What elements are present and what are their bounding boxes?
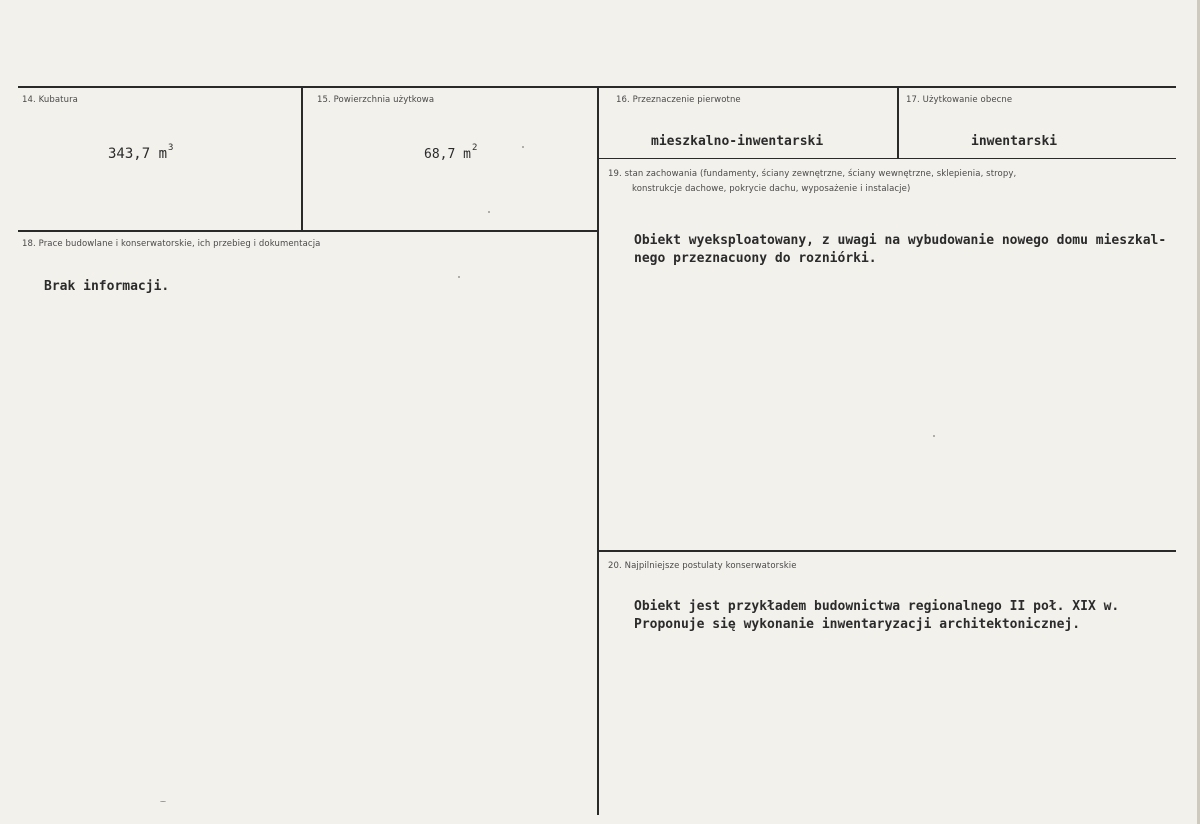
field-17-value: inwentarski	[971, 134, 1058, 149]
field-20-label: 20. Najpilniejsze postulaty konserwatorskie	[608, 561, 797, 571]
field-14-exponent: 3	[168, 143, 174, 153]
field-17-label: 17. Użytkowanie obecne	[906, 95, 1013, 105]
rule-under-16-17	[599, 158, 1176, 159]
field-14-value	[108, 143, 174, 162]
rule-above-20	[599, 550, 1176, 552]
field-16-label: 16. Przeznaczenie pierwotne	[616, 95, 741, 105]
field-19-label-line-1: 19. stan zachowania (fundamenty, ściany zewnętrzne, ściany wewnętrzne, sklepienia, stropy,	[608, 169, 1017, 179]
field-19-value-line-1: Obiekt wyeksploatowany, z uwagi na wybudowanie nowego domu mieszkal-	[634, 233, 1167, 248]
vertical-rule-14-15	[301, 88, 303, 231]
paper-speck	[458, 276, 460, 278]
field-18-label: 18. Prace budowlane i konserwatorskie, ich przebieg i dokumentacja	[22, 239, 321, 249]
paper-speck	[933, 435, 935, 437]
field-15-exponent: 2	[471, 143, 478, 153]
field-15-value	[424, 143, 478, 162]
vertical-rule-main	[597, 88, 599, 815]
field-16-value: mieszkalno-inwentarski	[651, 134, 824, 149]
field-20-value-line-1: Obiekt jest przykładem budownictwa regionalnego II poł. XIX w.	[634, 599, 1120, 614]
paper-speck	[522, 146, 524, 148]
field-15-number: 68,7 m	[424, 147, 471, 162]
field-20-value-line-2: Proponuje się wykonanie inwentaryzacji architektonicznej.	[634, 617, 1081, 632]
rule-under-14-15	[18, 230, 599, 232]
field-19-label-line-2: konstrukcje dachowe, pokrycie dachu, wyposażenie i instalacje)	[632, 184, 911, 194]
field-15-label: 15. Powierzchnia użytkowa	[317, 95, 435, 105]
field-19-value-line-2: nego przeznacuony do rozniórki.	[634, 251, 877, 266]
field-14-label: 14. Kubatura	[22, 95, 78, 105]
paper-speck	[488, 211, 490, 213]
field-14-number: 343,7 m	[108, 146, 168, 162]
paper-speck	[160, 801, 166, 802]
field-18-value: Brak informacji.	[44, 279, 170, 294]
vertical-rule-16-17	[897, 88, 899, 158]
